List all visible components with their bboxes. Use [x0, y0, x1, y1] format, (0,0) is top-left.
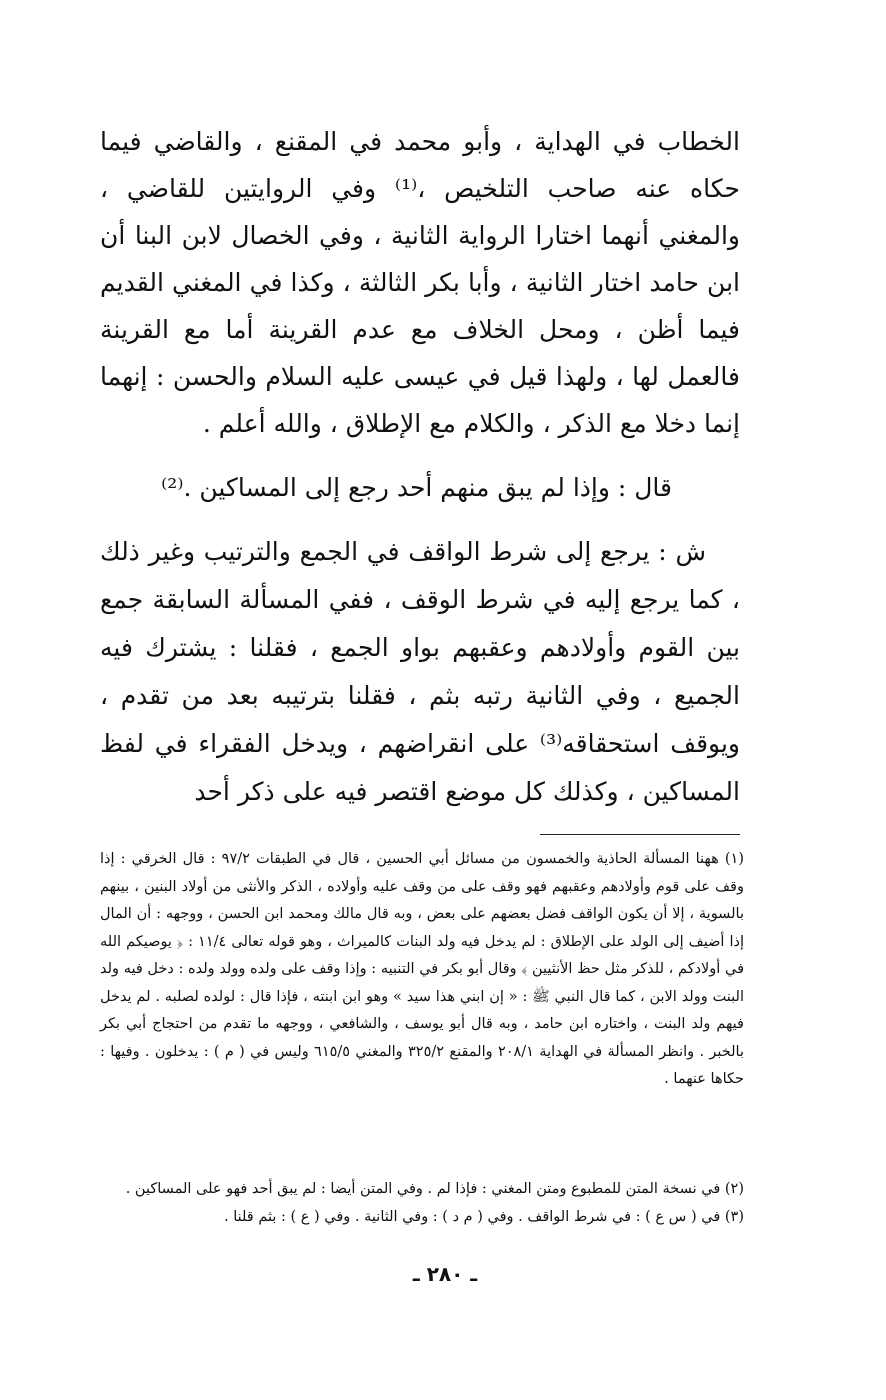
footnotes: [100, 846, 744, 1231]
footnote-3: (٣) في ( س ع ) : في شرط الواقف . وفي ( م د ) : وفي الثانية . وفي ( ع ) : بثم قلنا .: [223, 1208, 744, 1225]
footnote-divider: [540, 834, 740, 835]
paragraph-3-first-line: ش : يرجع إلى شرط الواقف في الجمع والترتيب وغير: [148, 537, 706, 566]
main-paragraph-1: الخطاب في الهداية ، وأبو محمد في المقنع ، والقاضي فيما حكاه عنه صاحب التلخيص ،⁽¹⁾ وفي الروايتين للقاضي ، والمغني أنهما اختارا الرواية الثانية ، وفي الخصال لابن البنا أن ابن حامد اختار الثانية ، وأبا بكر الثالثة ، وكذا في المغني القديم فيما أظن ، ومحل الخلاف مع عدم القرينة أما مع القرينة فالعمل لها ، ولهذا قيل في عيسى عليه السلام والحسن : إنهما إنما دخلا مع الذكر ، والكلام مع الإطلاق ، والله أعلم .: [100, 127, 740, 438]
paragraph-3-rest: ذلك ، كما يرجع إليه في شرط الوقف ، ففي المسألة السابقة جمع بين القوم وأولادهم وعقبهم بواو الجمع ، فقلنا : يشترك فيه الجميع ، وفي الثانية رتبه بثم ، فقلنا بترتيبه بعد من تقدم ، ويوقف استحقاقه⁽³⁾ على انقراضهم ، ويدخل الفقراء في لفظ المساكين ، وكذلك كل موضع اقتصر فيه على ذكر أحد: [100, 537, 740, 806]
main-paragraph-2-matn: قال : وإذا لم يبق منهم أحد رجع إلى المساكين .⁽²⁾: [161, 473, 672, 502]
footnote-1: (١) ههنا المسألة الحاذية والخمسون من مسائل أبي الحسين ، قال في الطبقات ٩٧/٢ : قال الخرقي : إذا وقف على قوم وأولادهم وعقبهم فهو وقف على من وقف عليه وأولاده ، الذكر والأنثى من أولاد البنين ، بينهم بالسوية ، إلا أن يكون الواقف فضل بعضهم على بعض ، وبه قال مالك ومحمد ابن الحسن ، ووجهه : أن المال إذا أضيف إلى الولد على الإطلاق : لم يدخل فيه ولد البنات كالميراث ، وهو قوله تعالى ١١/٤ : ﴿ يوصيكم الله في أولادكم ، للذكر مثل حظ الأنثيين ﴾ وقال أبو بكر في التنبيه : وإذا وقف على ولده وولد ولده : دخل فيه ولد البنت وولد الابن ، كما قال النبي ﷺ : « إن ابني هذا سيد » وهو ابن ابنته ، فإذا قال : لولده لصلبه . لم يدخل فيهم ولد البنت ، واختاره ابن حامد ، وبه قال أبو يوسف ، والشافعي ، ووجهه ما تقدم من احتجاج أبي بكر بالخبر . وانظر المسألة في الهداية ٢٠٨/١ والمقنع ٣٢٥/٢ والمغني ٦١٥/٥ وليس في ( م ) : يدخلون . وفيها : حكاها عنهما .: [100, 851, 744, 1087]
footnote-2: (٢) في نسخة المتن للمطبوع ومتن المغني : فإذا لم . وفي المتن أيضا : لم يبق أحد فهو على المساكين .: [125, 1181, 744, 1197]
main-paragraph-3: [100, 528, 740, 816]
page-number: ـ ٢٨٠ ـ: [412, 1262, 478, 1286]
